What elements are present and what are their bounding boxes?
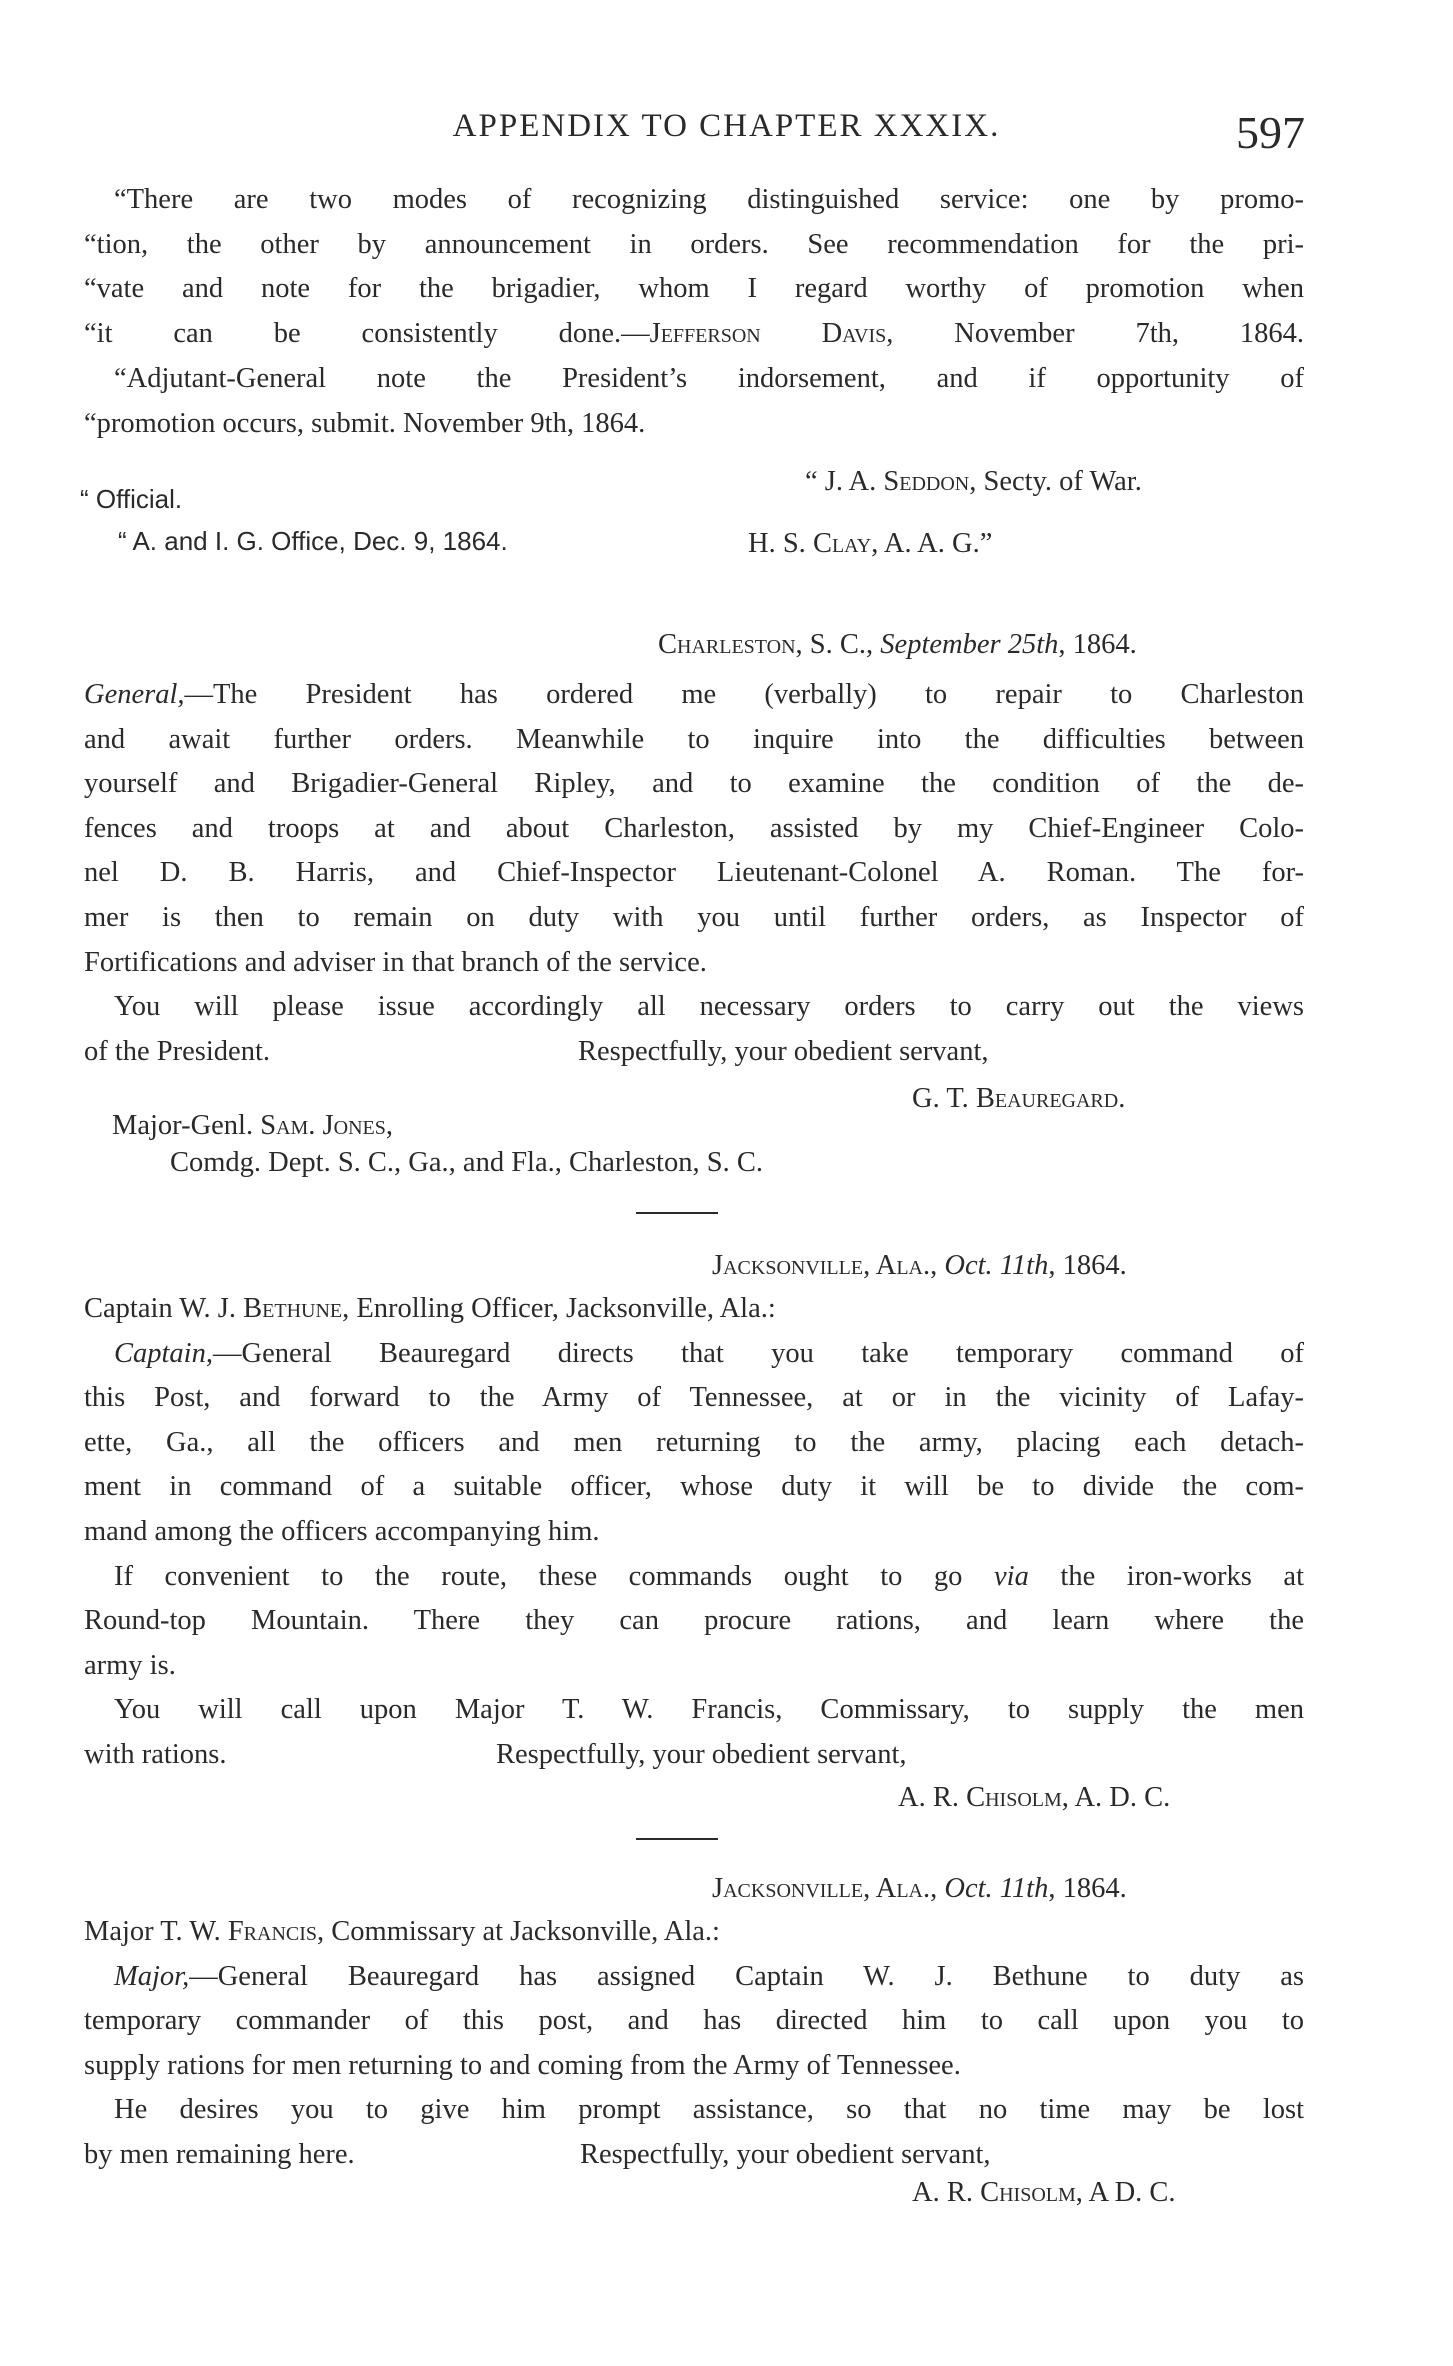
text-line: You will call upon Major T. W. Francis, Commissary, to supply the men [114, 1694, 1304, 1726]
text-line: temporary commander of this post, and has directed him to call upon you to [84, 2005, 1304, 2037]
letter3-dateline: Jacksonville, Ala., Oct. 11th, 1864. [712, 1873, 1127, 1904]
letter3-body [84, 1910, 1304, 2178]
divider [636, 1838, 718, 1840]
letter1-dateline: Charleston, S. C., September 25th, 1864. [658, 629, 1137, 660]
seddon-endorsement [84, 357, 1304, 446]
text-line: General,—The President has ordered me (verbally) to repair to Charleston [84, 679, 1304, 710]
salutation: Captain, [114, 1337, 213, 1369]
salutation: General, [84, 679, 185, 710]
letter1-body [84, 673, 1304, 1074]
clay-signature: H. S. Clay, A. A. G.” [748, 528, 993, 559]
letter1-signer: G. T. Beauregard. [912, 1083, 1126, 1114]
text-line: If convenient to the route, these commands ought to go via the iron-works at [114, 1560, 1305, 1592]
text-line: of the President. Respectfully, your obedient servant, [84, 1030, 1304, 1075]
letter1-addressee: Major-Genl. Sam. Jones, [112, 1110, 394, 1141]
divider [636, 1212, 718, 1214]
text-line: fences and troops at and about Charleston, assisted by my Chief-Engineer Colo- [84, 812, 1304, 844]
letter3-signer: A. R. Chisolm, A D. C. [912, 2177, 1176, 2208]
closing: Respectfully, your obedient servant, [580, 2138, 991, 2170]
text-line: “vate and note for the brigadier, whom I regard worthy of promotion when [84, 273, 1304, 305]
official-label: “ Official. [80, 484, 183, 514]
letter2-body [84, 1287, 1304, 1778]
running-header: APPENDIX TO CHAPTER XXXIX. [452, 108, 1001, 144]
text-line: “promotion occurs, submit. November 9th, 1864. [84, 407, 646, 439]
text-line: “it can be consistently done.—Jefferson Davis, November 7th, 1864. [84, 317, 1304, 349]
text-line: “Adjutant-General note the President’s indorsement, and if opportunity of [114, 363, 1304, 394]
signature: Jefferson Davis [649, 317, 887, 349]
text-line: supply rations for men returning to and coming from the Army of Tennessee. [84, 2049, 961, 2081]
text-line: Fortifications and adviser in that branch of the service. [84, 946, 707, 978]
office-line: “ A. and I. G. Office, Dec. 9, 1864. [118, 526, 508, 556]
text-line: Captain,—General Beauregard directs that you take temporary command of [114, 1337, 1304, 1369]
closing: Respectfully, your obedient servant, [496, 1738, 907, 1770]
text-line: Round-top Mountain. There they can procure rations, and learn where the [84, 1605, 1304, 1637]
text-line: ette, Ga., all the officers and men returning to the army, placing each detach- [84, 1426, 1304, 1458]
recipient-line: Captain W. J. Bethune, Enrolling Officer, Jacksonville, Ala.: [84, 1293, 776, 1324]
text-line: this Post, and forward to the Army of Tennessee, at or in the vicinity of Lafay- [84, 1382, 1304, 1414]
text-line: army is. [84, 1649, 176, 1681]
davis-endorsement [84, 178, 1304, 356]
text-line: ment in command of a suitable officer, whose duty it will be to divide the com- [84, 1471, 1304, 1503]
letter2-dateline: Jacksonville, Ala., Oct. 11th, 1864. [712, 1250, 1127, 1281]
page-number: 597 [1236, 107, 1305, 158]
text-line: with rations. Respectfully, your obedient servant, [84, 1733, 1304, 1778]
text-line: nel D. B. Harris, and Chief-Inspector Lieutenant-Colonel A. Roman. The for- [84, 857, 1304, 889]
text-line: mand among the officers accompanying him. [84, 1515, 600, 1547]
text-line: mer is then to remain on duty with you until further orders, as Inspector of [84, 901, 1304, 933]
text-line: “tion, the other by announcement in orders. See recommendation for the pri- [84, 228, 1304, 260]
text-line: and await further orders. Meanwhile to inquire into the difficulties between [84, 723, 1304, 755]
text-line: He desires you to give him prompt assistance, so that no time may be lost [114, 2094, 1304, 2126]
closing: Respectfully, your obedient servant, [578, 1035, 989, 1067]
text-line: “There are two modes of recognizing distinguished service: one by promo- [114, 184, 1304, 215]
text-line: You will please issue accordingly all necessary orders to carry out the views [114, 991, 1304, 1023]
letter2-signer: A. R. Chisolm, A. D. C. [898, 1782, 1171, 1813]
salutation: Major, [114, 1960, 190, 1992]
text-line: Major,—General Beauregard has assigned Captain W. J. Bethune to duty as [114, 1960, 1304, 1992]
seddon-signature: “ J. A. Seddon, Secty. of War. [805, 466, 1142, 497]
text-line: yourself and Brigadier-General Ripley, and to examine the condition of the de- [84, 768, 1304, 800]
letter1-addressee-line2: Comdg. Dept. S. C., Ga., and Fla., Charleston, S. C. [170, 1147, 763, 1178]
recipient-line: Major T. W. Francis, Commissary at Jacksonville, Ala.: [84, 1916, 720, 1947]
text-line: by men remaining here. Respectfully, your obedient servant, [84, 2133, 1304, 2178]
